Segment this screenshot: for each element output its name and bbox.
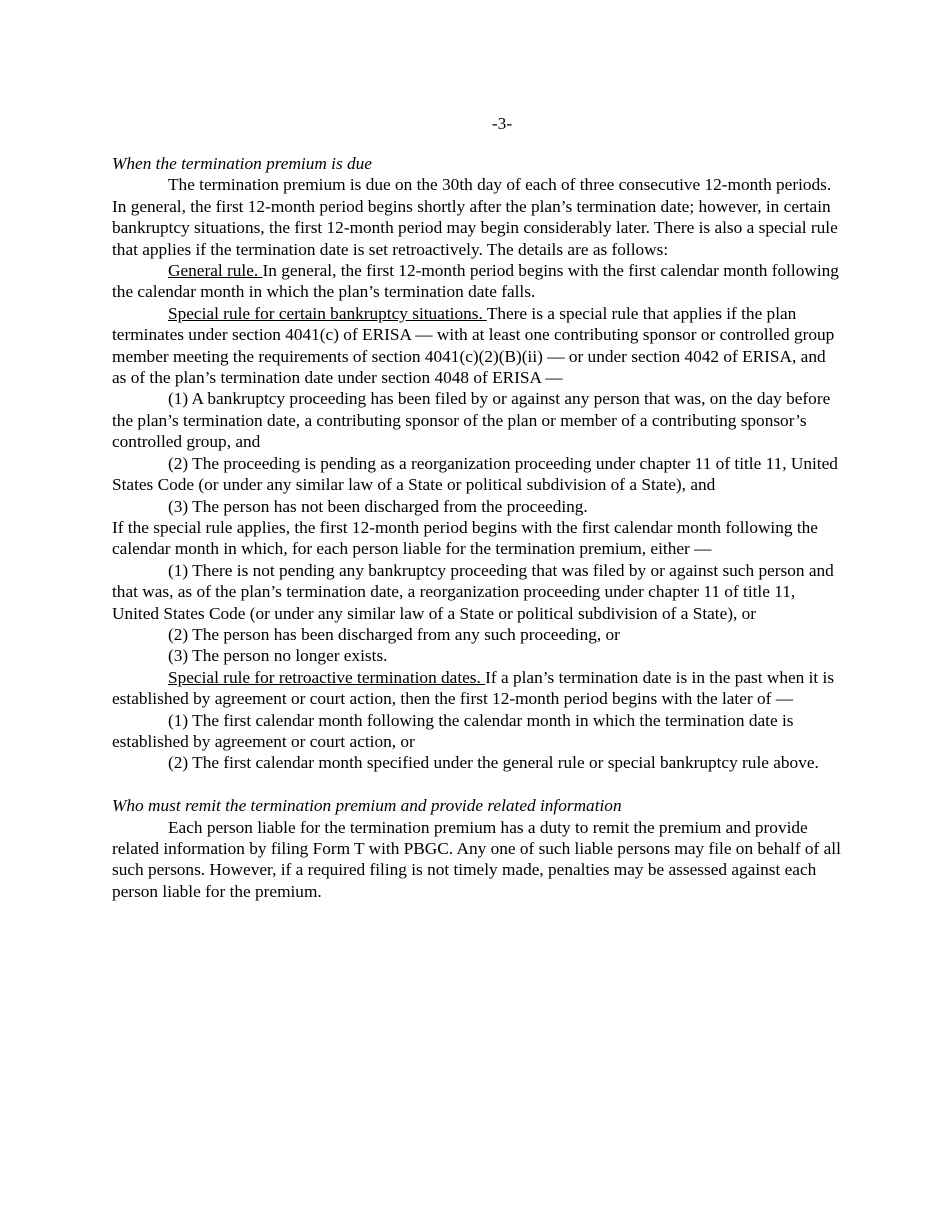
bankruptcy-rule-text: There is a special rule that applies if the plan terminates under section 4041(c) of ERISA — with at least one contributing sponsor or controlled group member meeting the requirements of section 4041(c)(2)(B)(ii) — or under section 4042 of ERISA, and as of the plan’s termination date under section 4048 of ERISA — xyxy=(112,303,835,388)
section-spacer xyxy=(112,774,844,795)
intro-paragraph: The termination premium is due on the 30th day of each of three consecutive 12-month periods. In general, the first 12-month period begins shortly after the plan’s termination date; however, in certain bankruptcy situations, the first 12-month period may begin considerably later. There is also a special rule that applies if the termination date is set retroactively. The details are as follows: xyxy=(112,175,838,259)
retroactive-rule-text: If a plan’s termination date is in the past when it is established by agreement or court action, then the first 12-month period begins with the later of — xyxy=(112,667,835,709)
bankruptcy-rule-paragraph xyxy=(112,303,844,389)
retroactive-item-1: (1) The first calendar month following the calendar month in which the termination date is established by agreement or court action, or xyxy=(112,710,794,751)
bankruptcy-rule-title: Special rule for certain bankruptcy situations. xyxy=(168,303,487,323)
retroactive-rule-title: Special rule for retroactive termination dates. xyxy=(168,667,486,687)
either-item-3: (3) The person no longer exists. xyxy=(168,646,388,666)
bankruptcy-condition-3: (3) The person has not been discharged from the proceeding. xyxy=(168,496,588,516)
section-heading-due: When the termination premium is due xyxy=(112,154,372,173)
bankruptcy-condition-1: (1) A bankruptcy proceeding has been filed by or against any person that was, on the day before the plan’s termination date, a contributing sponsor of the plan or member of a contributing sponsor’s controlled group, and xyxy=(112,389,831,452)
general-rule-text: In general, the first 12-month period begins with the first calendar month following the calendar month in which the plan’s termination date falls. xyxy=(112,261,839,302)
either-item-1: (1) There is not pending any bankruptcy proceeding that was filed by or against such person and that was, as of the plan’s termination date, a reorganization proceeding under chapter 11 of title 11, United States Code (or under any similar law of a State or political subdivision of a State), or xyxy=(112,560,834,623)
page-body xyxy=(112,153,844,902)
page-number: -3- xyxy=(491,114,513,133)
either-item-2: (2) The person has been discharged from any such proceeding, or xyxy=(168,624,620,644)
general-rule-title: General rule. xyxy=(168,261,263,281)
retroactive-item-2: (2) The first calendar month specified under the general rule or special bankruptcy rule above. xyxy=(168,753,819,773)
bankruptcy-condition-2: (2) The proceeding is pending as a reorganization proceeding under chapter 11 of title 11, United States Code (or under any similar law of a State or political subdivision of a State), and xyxy=(112,453,838,495)
section-heading-who-remits: Who must remit the termination premium and provide related information xyxy=(112,796,622,816)
retroactive-rule-paragraph xyxy=(112,667,844,710)
general-rule-paragraph xyxy=(112,260,844,303)
bankruptcy-followup: If the special rule applies, the first 12-month period begins with the first calendar month following the calendar month in which, for each person liable for the termination premium, either — xyxy=(112,517,818,559)
who-remits-paragraph: Each person liable for the termination premium has a duty to remit the premium and provide related information by filing Form T with PBGC. Any one of such liable persons may file on behalf of all such persons. However, if a required filing is not timely made, penalties may be assessed against each person liable for the premium. xyxy=(112,817,841,901)
